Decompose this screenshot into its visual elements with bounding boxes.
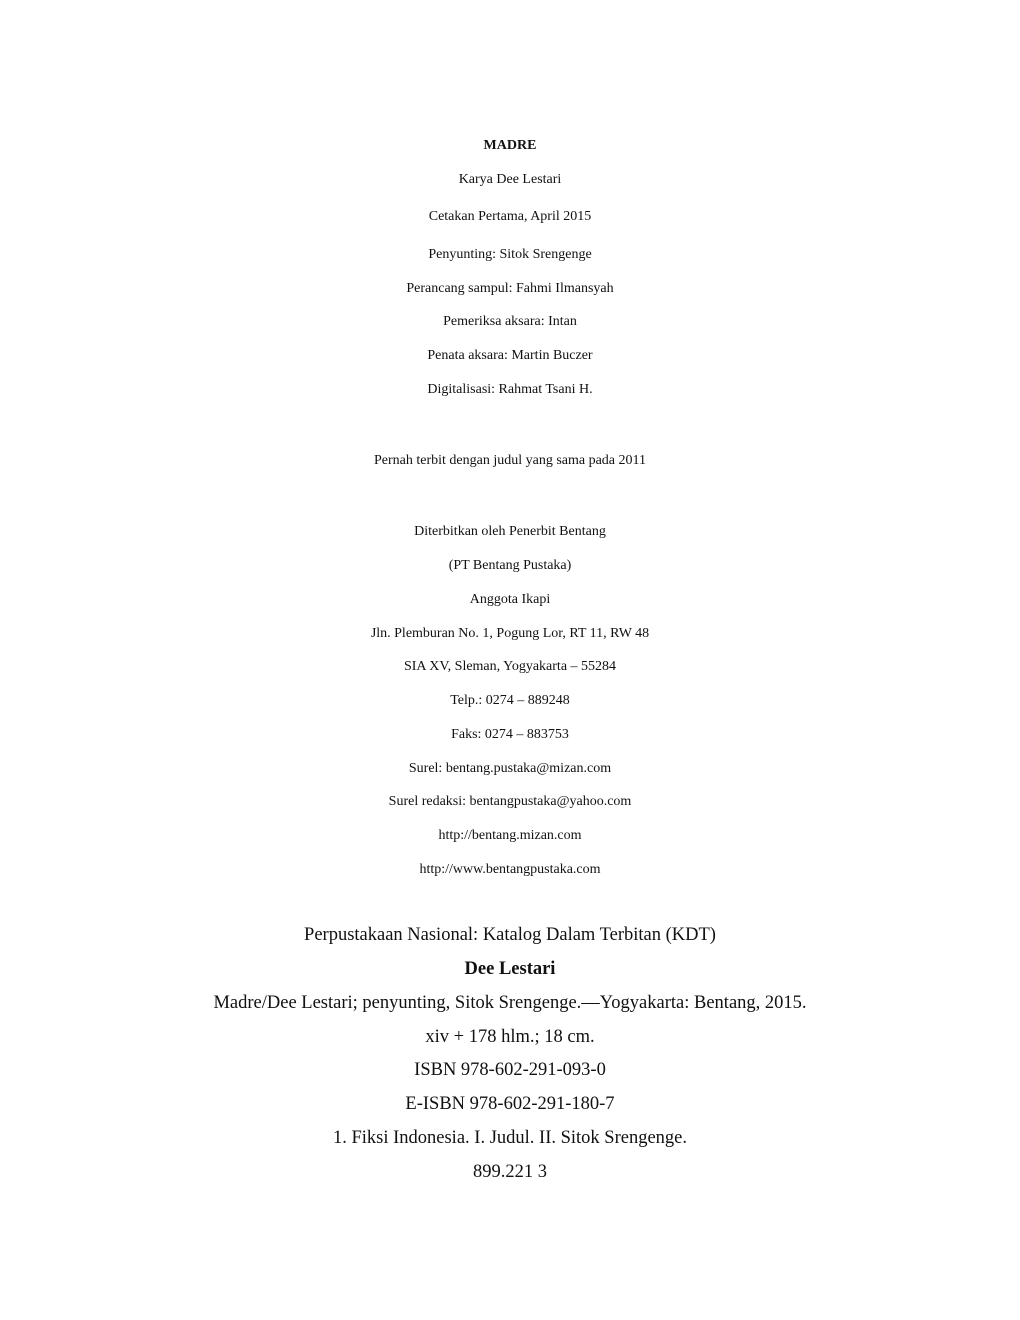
kdt-eisbn: E-ISBN 978-602-291-180-7 — [405, 1094, 615, 1114]
book-title: MADRE — [483, 138, 537, 153]
proofreader-credit: Pemeriksa aksara: Intan — [443, 314, 577, 329]
kdt-classification: 899.221 3 — [473, 1162, 547, 1182]
publisher-phone: Telp.: 0274 – 889248 — [450, 693, 570, 708]
kdt-statement: Madre/Dee Lestari; penyunting, Sitok Srengenge.—Yogyakarta: Bentang, 2015. — [213, 993, 807, 1013]
kdt-author: Dee Lestari — [464, 959, 556, 979]
publisher-name: Diterbitkan oleh Penerbit Bentang — [414, 524, 606, 539]
publisher-website-2: http://www.bentangpustaka.com — [419, 862, 601, 877]
kdt-physical-description: xiv + 178 hlm.; 18 cm. — [425, 1027, 595, 1047]
publisher-membership: Anggota Ikapi — [469, 592, 551, 607]
cover-designer-credit: Perancang sampul: Fahmi Ilmansyah — [406, 281, 614, 296]
kdt-isbn: ISBN 978-602-291-093-0 — [414, 1060, 606, 1080]
publisher-address-line-1: Jln. Plemburan No. 1, Pogung Lor, RT 11, RW 48 — [370, 626, 650, 641]
digitization-credit: Digitalisasi: Rahmat Tsani H. — [427, 382, 593, 397]
editor-credit: Penyunting: Sitok Srengenge — [428, 247, 592, 262]
publisher-website-1: http://bentang.mizan.com — [438, 828, 582, 843]
publisher-fax: Faks: 0274 – 883753 — [451, 727, 569, 742]
publisher-email: Surel: bentang.pustaka@mizan.com — [408, 761, 612, 776]
kdt-subjects: 1. Fiksi Indonesia. I. Judul. II. Sitok Srengenge. — [332, 1128, 688, 1148]
previous-edition-note: Pernah terbit dengan judul yang sama pada 2011 — [373, 453, 646, 468]
edition-line: Cetakan Pertama, April 2015 — [428, 209, 592, 224]
publisher-address-line-2: SIA XV, Sleman, Yogyakarta – 55284 — [403, 659, 617, 674]
author-credit: Karya Dee Lestari — [458, 172, 562, 187]
publisher-editorial-email: Surel redaksi: bentangpustaka@yahoo.com — [388, 794, 632, 809]
publisher-company: (PT Bentang Pustaka) — [448, 558, 572, 573]
kdt-heading: Perpustakaan Nasional: Katalog Dalam Terbitan (KDT) — [304, 925, 716, 945]
typesetter-credit: Penata aksara: Martin Buczer — [427, 348, 593, 363]
